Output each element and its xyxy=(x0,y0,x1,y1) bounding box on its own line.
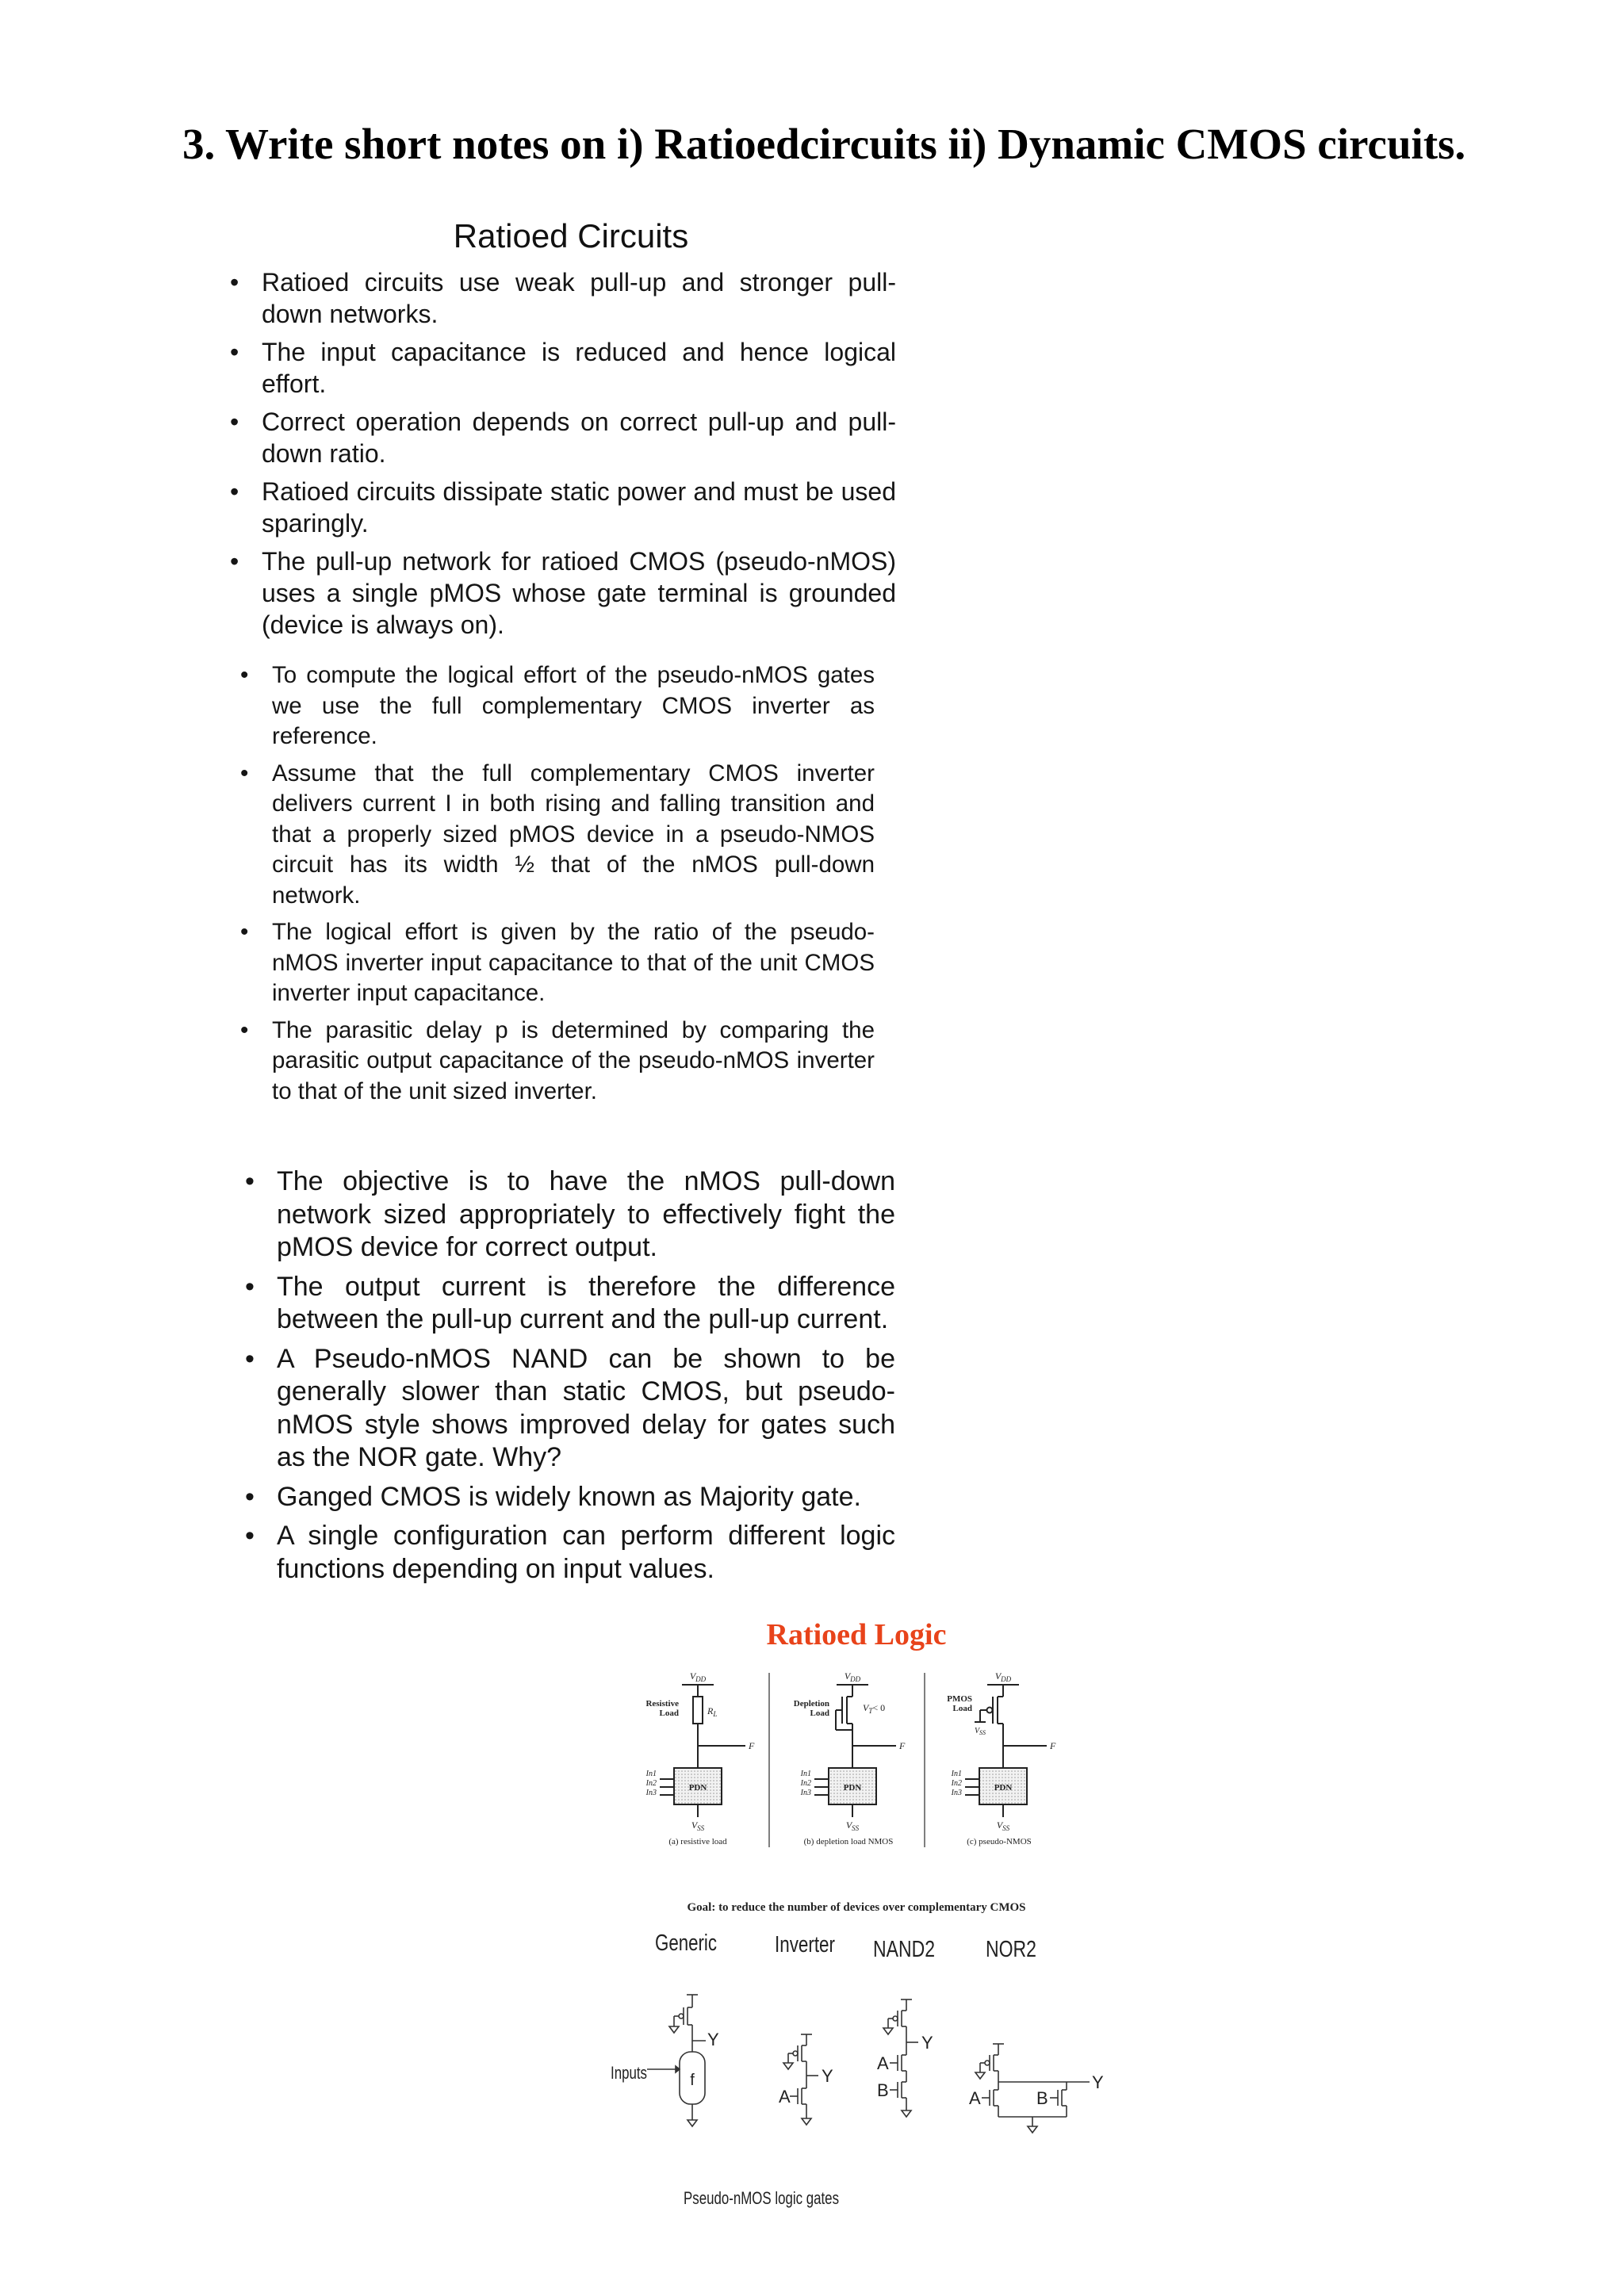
input-label: In2 xyxy=(951,1779,962,1788)
input-label: In1 xyxy=(645,1770,657,1778)
vss-label: $V_{SS}$ xyxy=(996,1820,1010,1832)
load-label: Load xyxy=(952,1704,972,1713)
circuit-pseudo-nmos xyxy=(965,1685,1047,1817)
nor2-b-label: B xyxy=(1036,2088,1048,2108)
bullet-text: The logical effort is given by the ratio of the pseudo-nMOS inverter input capacitance to that of the unit CMOS inverter input capacitance. xyxy=(272,919,875,1006)
input-label: In2 xyxy=(800,1779,811,1788)
bullet-list-2 xyxy=(240,660,875,1113)
inverter-y-label: Y xyxy=(822,2066,833,2086)
nor2-pseudo-nmos-gate xyxy=(975,2044,1090,2133)
output-f-label: F xyxy=(1050,1740,1056,1751)
pseudo-nmos-caption: Pseudo-nMOS logic gates xyxy=(684,2188,839,2208)
gate-label-nor2: NOR2 xyxy=(986,1937,1036,1962)
inverter-pseudo-nmos-gate xyxy=(783,2034,818,2125)
list-item xyxy=(230,266,896,330)
list-item xyxy=(245,1520,895,1586)
input-label: In3 xyxy=(951,1789,962,1797)
ratioed-logic-figure xyxy=(611,1617,1102,2220)
bullet-text: The output current is therefore the difference between the pull-up current and the pull-up current. xyxy=(277,1271,895,1334)
list-item xyxy=(230,336,896,400)
list-item xyxy=(230,406,896,469)
load-label: Load xyxy=(810,1709,829,1718)
nor2-y-label: Y xyxy=(1092,2072,1104,2092)
nand2-y-label: Y xyxy=(921,2033,933,2053)
section-title: Ratioed Circuits xyxy=(453,217,689,254)
vss-label: $V_{SS}$ xyxy=(974,1727,986,1736)
gate-label-nand2: NAND2 xyxy=(873,1937,935,1962)
input-label: In1 xyxy=(800,1770,811,1778)
nand2-b-label: B xyxy=(877,2080,889,2100)
figure-title: Ratioed Logic xyxy=(766,1618,947,1651)
nand2-a-label: A xyxy=(877,2053,889,2073)
output-f-label: F xyxy=(899,1740,906,1751)
resistive-label: Resistive xyxy=(645,1699,679,1709)
bullet-text: Ratioed circuits use weak pull-up and stronger pull-down networks. xyxy=(262,268,896,328)
caption-pseudo-nmos: (c) pseudo-NMOS xyxy=(967,1837,1032,1846)
generic-f-label: f xyxy=(690,2072,695,2089)
generic-y-label: Y xyxy=(707,2030,719,2049)
bullet-text: Ganged CMOS is widely known as Majority gate. xyxy=(277,1481,861,1512)
pmos-label: PMOS xyxy=(947,1694,972,1704)
list-item xyxy=(240,759,875,912)
list-item xyxy=(240,660,875,752)
bullet-text: Assume that the full complementary CMOS inverter delivers current I in both rising and falling transition and that a properly sized pMOS device in a pseudo-NMOS circuit has its width ½ that of the nMOS pull-down network. xyxy=(272,760,875,909)
nor2-a-label: A xyxy=(969,2088,981,2108)
inverter-a-label: A xyxy=(779,2087,791,2107)
bullet-text: A single configuration can perform different logic functions depending on input values. xyxy=(277,1521,895,1584)
caption-resistive: (a) resistive load xyxy=(668,1837,727,1846)
list-item xyxy=(245,1343,895,1475)
depletion-label: Depletion xyxy=(793,1699,829,1709)
generic-pseudo-nmos-gate xyxy=(647,1995,706,2126)
pdn-label: PDN xyxy=(843,1783,862,1793)
vdd-label: V xyxy=(689,1670,696,1682)
input-label: In3 xyxy=(800,1789,811,1797)
bullet-text: The pull-up network for ratioed CMOS (pseudo-nMOS) uses a single pMOS whose gate terminal is grounded (device is always on). xyxy=(262,547,896,639)
gate-label-inverter: Inverter xyxy=(775,1932,836,1957)
pdn-label: PDN xyxy=(688,1783,707,1793)
bullet-text: Ratioed circuits dissipate static power and must be used sparingly. xyxy=(262,477,896,538)
svg-text:VDD: $V_{DD}$ xyxy=(689,1670,707,1683)
question-title: 3. Write short notes on i) Ratioedcircuits ii) Dynamic CMOS circuits. xyxy=(182,120,1466,168)
list-item xyxy=(245,1481,895,1514)
bullet-text: Correct operation depends on correct pull-up and pull-down ratio. xyxy=(262,408,896,468)
list-item xyxy=(245,1165,895,1265)
bullet-dot: • xyxy=(240,1016,249,1043)
list-item xyxy=(230,476,896,539)
list-item xyxy=(245,1271,895,1337)
list-item xyxy=(230,545,896,641)
bullet-dot: • xyxy=(230,338,239,366)
bullet-list-3 xyxy=(245,1165,895,1592)
ratioed-logic-diagram xyxy=(611,1617,1102,2220)
bullet-dot: • xyxy=(245,1343,255,1374)
bullet-text: To compute the logical effort of the pseudo-nMOS gates we use the full complementary CMOS inverter as reference. xyxy=(272,662,875,749)
bullet-text: The objective is to have the nMOS pull-down network sized appropriately to effectively fight the pMOS device for correct output. xyxy=(277,1166,895,1262)
caption-depletion: (b) depletion load NMOS xyxy=(803,1837,894,1846)
vss-label: $V_{SS}$ xyxy=(845,1820,860,1832)
bullet-dot: • xyxy=(230,547,239,576)
bullet-dot: • xyxy=(230,408,239,436)
input-label: In3 xyxy=(645,1789,657,1797)
list-item xyxy=(240,1016,875,1108)
vt-label: $V_T< 0$ xyxy=(863,1702,886,1715)
bullet-dot: • xyxy=(245,1271,255,1302)
bullet-list-1 xyxy=(230,266,896,647)
vdd-label: $V_{DD}$ xyxy=(994,1670,1012,1683)
bullet-text: The input capacitance is reduced and hence logical effort. xyxy=(262,338,896,398)
goal-text: Goal: to reduce the number of devices over complementary CMOS xyxy=(687,1901,1026,1914)
output-f-label: F xyxy=(749,1740,755,1751)
vdd-label: $V_{DD}$ xyxy=(844,1670,861,1683)
rl-label: $R_L$ xyxy=(707,1705,718,1718)
bullet-dot: • xyxy=(230,477,239,506)
gate-label-generic: Generic xyxy=(655,1931,717,1956)
bullet-dot: • xyxy=(240,919,249,945)
input-label: In1 xyxy=(951,1770,962,1778)
bullet-dot: • xyxy=(240,662,249,688)
input-label: In2 xyxy=(645,1779,657,1788)
pdn-label: PDN xyxy=(994,1783,1013,1793)
vss-label: $V_{SS}$ xyxy=(691,1820,705,1832)
bullet-text: A Pseudo-nMOS NAND can be shown to be generally slower than static CMOS, but pseudo-nMOS style shows improved delay for gates such as the NOR gate. Why? xyxy=(277,1343,895,1472)
bullet-text: The parasitic delay p is determined by comparing the parasitic output capacitance of the pseudo-nMOS inverter to that of the unit sized inverter. xyxy=(272,1016,875,1104)
bullet-dot: • xyxy=(245,1521,255,1551)
bullet-dot: • xyxy=(245,1481,255,1512)
load-label: Load xyxy=(659,1709,679,1718)
list-item xyxy=(240,917,875,1009)
bullet-dot: • xyxy=(245,1166,255,1196)
bullet-dot: • xyxy=(230,268,239,297)
inputs-label: Inputs xyxy=(611,2063,647,2083)
bullet-dot: • xyxy=(240,760,249,786)
